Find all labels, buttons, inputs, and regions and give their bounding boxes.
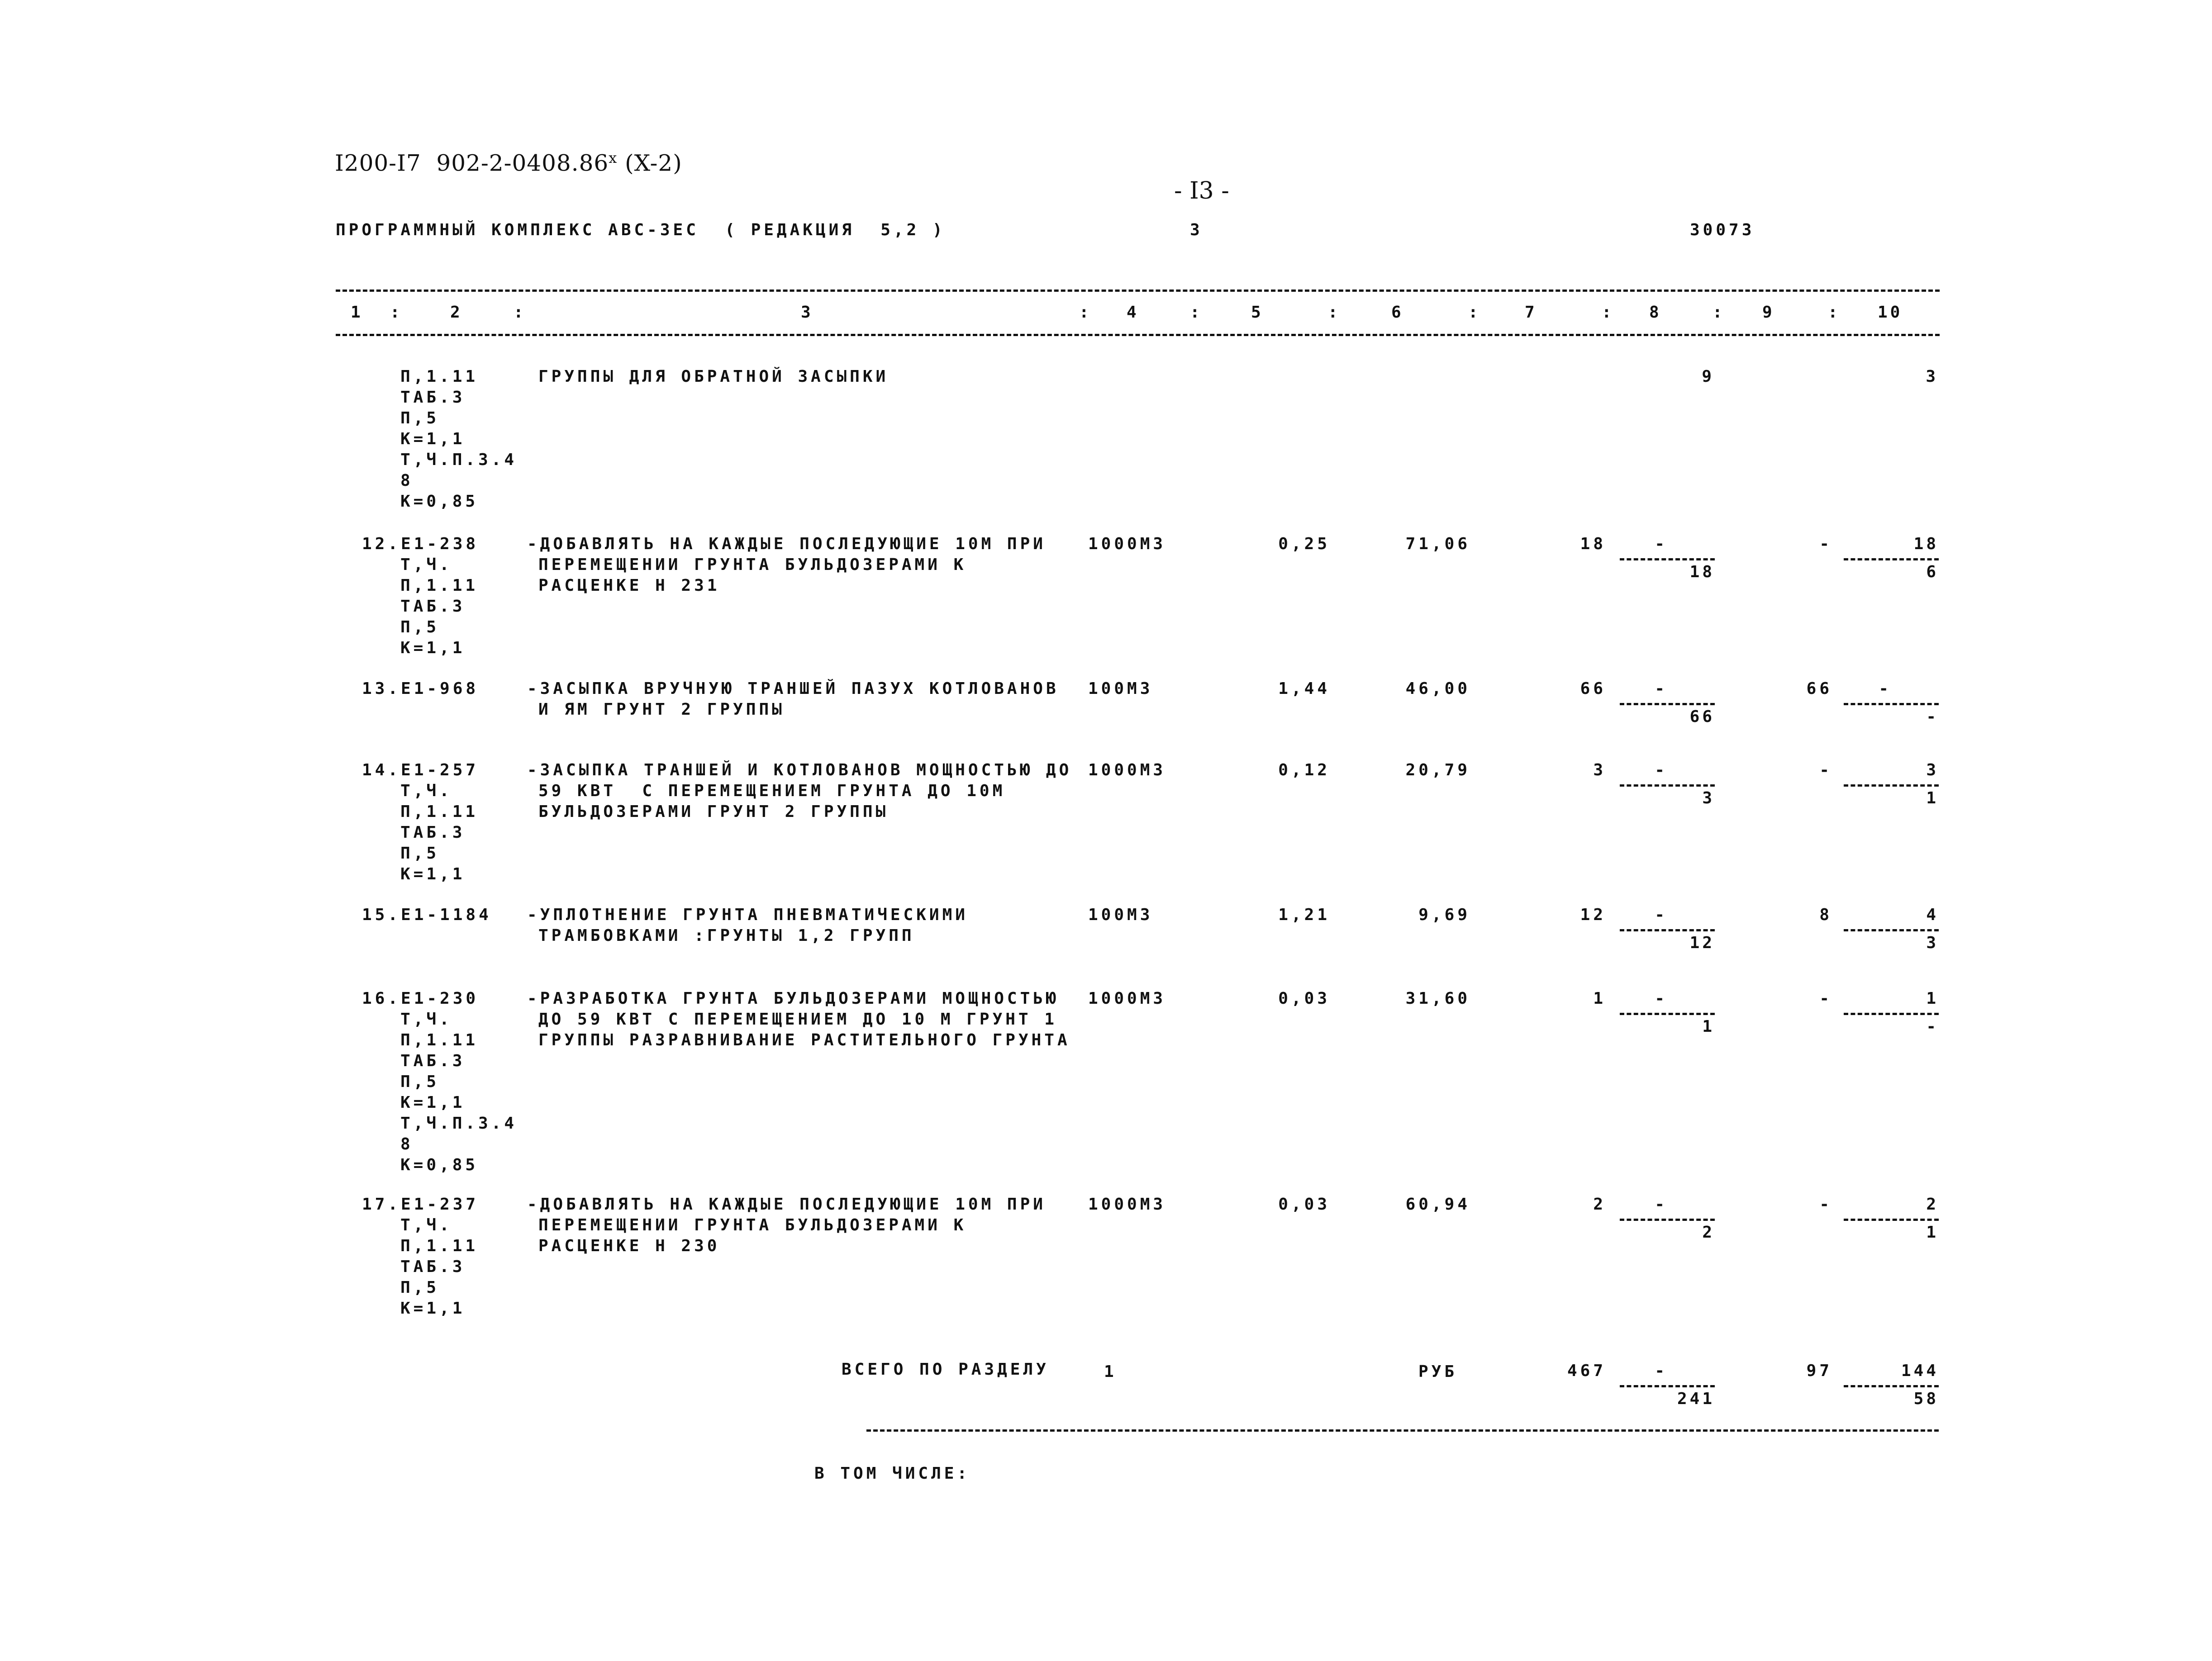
total-col8-top: - xyxy=(1655,1362,1667,1380)
row-code-line: К=1,1 xyxy=(400,1299,466,1318)
fraction-line xyxy=(1620,558,1715,560)
column-header-2: 2 xyxy=(450,303,463,322)
row-code-line: 17.Е1-237 xyxy=(362,1195,479,1214)
fraction-line xyxy=(1620,1219,1715,1221)
row-col8-bottom: 18 xyxy=(1689,563,1715,581)
row-code-line: ТАБ.3 xyxy=(400,388,466,407)
row-code-line: П,1.11 xyxy=(400,802,479,821)
row-description-line: ГРУППЫ ДЛЯ ОБРАТНОЙ ЗАСЫПКИ xyxy=(538,367,889,386)
row-col9: - xyxy=(1819,761,1832,779)
fraction-line xyxy=(1844,703,1939,705)
row-col10-bottom: 1 xyxy=(1926,1223,1939,1242)
row-col8 xyxy=(1620,905,1715,954)
row-col7: 66 xyxy=(1580,679,1606,698)
row-quantity: 0,03 xyxy=(1278,989,1330,1008)
row-col10-bottom: 1 xyxy=(1926,789,1939,807)
row-unit: 1000М3 xyxy=(1088,1195,1166,1214)
fraction-line xyxy=(1620,929,1715,931)
row-description-line: РАСЦЕНКЕ Н 230 xyxy=(538,1237,720,1255)
row-code-line: ТАБ.3 xyxy=(400,1052,466,1070)
total-col10-top: 144 xyxy=(1901,1362,1939,1380)
total-col10 xyxy=(1844,1361,1939,1410)
total-col10-bottom: 58 xyxy=(1913,1390,1939,1408)
row-col10-top: 2 xyxy=(1926,1195,1939,1214)
total-label: ВСЕГО ПО РАЗДЕЛУ xyxy=(842,1360,1049,1379)
row-unit-price: 46,00 xyxy=(1405,679,1470,698)
fraction-line xyxy=(1620,1013,1715,1015)
row-col10-top: 3 xyxy=(1926,761,1939,779)
row-code-line: 12.Е1-238 xyxy=(362,535,479,553)
row-code-line: П,5 xyxy=(400,1073,440,1091)
row-code-line: К=0,85 xyxy=(400,492,479,511)
column-separator: : xyxy=(390,303,403,322)
row-col7: 2 xyxy=(1593,1195,1606,1214)
row-code-line: П,1.11 xyxy=(400,1031,479,1049)
row-col10-bottom: 3 xyxy=(1926,934,1939,952)
row-col8-top: - xyxy=(1655,1195,1667,1214)
total-currency: РУБ xyxy=(1418,1362,1458,1381)
header-rule-bottom xyxy=(336,334,1940,336)
column-header-3: 3 xyxy=(801,303,813,322)
row-col8 xyxy=(1620,679,1715,728)
row-col8-top: - xyxy=(1655,679,1667,698)
row-unit: 1000М3 xyxy=(1088,989,1166,1008)
column-header-7: 7 xyxy=(1525,303,1537,322)
row-description-line: -ДОБАВЛЯТЬ НА КАЖДЫЕ ПОСЛЕДУЮЩИЕ 10М ПРИ xyxy=(527,535,1046,553)
row-quantity: 0,03 xyxy=(1278,1195,1330,1214)
row-quantity: 1,21 xyxy=(1278,906,1330,924)
column-separator: : xyxy=(1079,303,1092,322)
row-description-line: -ЗАСЫПКА ВРУЧНУЮ ТРАНШЕЙ ПАЗУХ КОТЛОВАНОВ xyxy=(527,679,1059,698)
row-code-line: Т,Ч. xyxy=(400,1010,452,1029)
including-label: В ТОМ ЧИСЛЕ: xyxy=(814,1464,970,1483)
total-col7: 467 xyxy=(1567,1362,1606,1380)
row-col8 xyxy=(1620,988,1715,1038)
fraction-line xyxy=(1844,784,1939,787)
row-col10-bottom: 6 xyxy=(1926,563,1939,581)
total-col8 xyxy=(1620,1361,1715,1410)
fraction-line xyxy=(1620,784,1715,787)
column-header-10: 10 xyxy=(1878,303,1903,322)
row-col7: 3 xyxy=(1593,761,1606,779)
row-unit-price: 9,69 xyxy=(1418,906,1470,924)
row-col8-bottom: 2 xyxy=(1702,1223,1715,1242)
row-description-line: ДО 59 КВТ С ПЕРЕМЕЩЕНИЕМ ДО 10 М ГРУНТ 1 xyxy=(538,1010,1057,1029)
row-col8-bottom: 12 xyxy=(1689,934,1715,952)
row-col8 xyxy=(1620,534,1715,584)
column-header-8: 8 xyxy=(1649,303,1662,322)
total-col8-bottom: 241 xyxy=(1677,1390,1715,1408)
row-col10-top: - xyxy=(1879,679,1891,698)
row-col10 xyxy=(1844,1194,1939,1244)
row-unit-price: 71,06 xyxy=(1405,535,1470,553)
row-col10 xyxy=(1844,988,1939,1038)
column-separator: : xyxy=(1713,303,1725,322)
row-col10 xyxy=(1844,905,1939,954)
row-code-line: ТАБ.3 xyxy=(400,1258,466,1276)
row-col8-top: - xyxy=(1655,989,1667,1008)
column-header-1: 1 xyxy=(351,303,363,322)
column-separator: : xyxy=(1190,303,1203,322)
row-description-line: ТРАМБОВКАМИ :ГРУНТЫ 1,2 ГРУПП xyxy=(538,926,915,945)
row-col8 xyxy=(1620,1194,1715,1244)
column-separator: : xyxy=(1828,303,1841,322)
row-col10-top: 4 xyxy=(1926,906,1939,924)
row-quantity: 0,12 xyxy=(1278,761,1330,779)
row-col10 xyxy=(1844,679,1939,728)
row-code-line: П,5 xyxy=(400,409,440,427)
fraction-line xyxy=(1620,703,1715,705)
row-col9: - xyxy=(1819,535,1832,553)
column-separator: : xyxy=(1468,303,1481,322)
row-code-line: К=1,1 xyxy=(400,639,466,657)
row-col8-top: - xyxy=(1655,761,1667,779)
row-code-line: Т,Ч. xyxy=(400,1216,452,1234)
row-code-line: П,5 xyxy=(400,1278,440,1297)
total-section: 1 xyxy=(1104,1362,1117,1381)
program-title: ПРОГРАММНЫЙ КОМПЛЕКС АВС-ЗЕС ( РЕДАКЦИЯ 5,2 ) xyxy=(336,221,946,239)
row-col10-bottom: - xyxy=(1926,1017,1939,1036)
fraction-line xyxy=(1844,1219,1939,1221)
row-code-line: 15.Е1-1184 xyxy=(362,906,492,924)
column-separator: : xyxy=(514,303,526,322)
row-col8-bottom: 66 xyxy=(1689,707,1715,726)
row-code-line: 16.Е1-230 xyxy=(362,989,479,1008)
row-col9: 66 xyxy=(1806,679,1832,698)
row-description-line: ПЕРЕМЕЩЕНИИ ГРУНТА БУЛЬДОЗЕРАМИ К xyxy=(538,555,967,574)
row-description-line: И ЯМ ГРУНТ 2 ГРУППЫ xyxy=(538,700,785,719)
row-quantity: 1,44 xyxy=(1278,679,1330,698)
row-col7: 12 xyxy=(1580,906,1606,924)
row-unit: 1000М3 xyxy=(1088,535,1166,553)
row-col8-bottom: 3 xyxy=(1702,789,1715,807)
row-unit: 100М3 xyxy=(1088,906,1153,924)
row-col7: 18 xyxy=(1580,535,1606,553)
row-code-line: П,1.11 xyxy=(400,576,479,595)
row-code-line: Т,Ч.П.3.4 xyxy=(400,1114,518,1133)
column-header-5: 5 xyxy=(1251,303,1264,322)
row-code-line: П,5 xyxy=(400,618,440,636)
row-description-line: ПЕРЕМЕЩЕНИИ ГРУНТА БУЛЬДОЗЕРАМИ К xyxy=(538,1216,967,1234)
row-col8-bottom: 1 xyxy=(1702,1017,1715,1036)
column-separator: : xyxy=(1328,303,1341,322)
stamp-superscript: x xyxy=(609,149,618,166)
fraction-line xyxy=(1844,1013,1939,1015)
row-description-line: РАСЦЕНКЕ Н 231 xyxy=(538,576,720,595)
sheet-number: 3 xyxy=(1190,221,1203,239)
row-code-line: 8 xyxy=(400,471,414,490)
row-code-line: К=0,85 xyxy=(400,1156,479,1174)
row-description-line: БУЛЬДОЗЕРАМИ ГРУНТ 2 ГРУППЫ xyxy=(538,802,889,821)
page-number: - I3 - xyxy=(1174,177,1229,204)
row-col9: - xyxy=(1819,1195,1832,1214)
row-unit: 1000М3 xyxy=(1088,761,1166,779)
row-code-line: П,5 xyxy=(400,844,440,863)
column-header-6: 6 xyxy=(1391,303,1404,322)
row-code-line: К=1,1 xyxy=(400,430,466,448)
fraction-line xyxy=(1844,1385,1939,1387)
row-col9: 8 xyxy=(1819,906,1832,924)
row-unit-price: 31,60 xyxy=(1405,989,1470,1008)
row-description-line: -РАЗРАБОТКА ГРУНТА БУЛЬДОЗЕРАМИ МОЩНОСТЬЮ xyxy=(527,989,1059,1008)
row-code-line: Т,Ч. xyxy=(400,782,452,800)
total-rule xyxy=(866,1429,1939,1432)
row-description-line: -УПЛОТНЕНИЕ ГРУНТА ПНЕВМАТИЧЕСКИМИ xyxy=(527,906,968,924)
row-col8 xyxy=(1620,760,1715,810)
column-header-4: 4 xyxy=(1127,303,1139,322)
row-code-line: Т,Ч. xyxy=(400,555,452,574)
row-code-line: К=1,1 xyxy=(400,865,466,883)
row-col9: - xyxy=(1819,989,1832,1008)
row-col10-bottom: - xyxy=(1926,707,1939,726)
row-col7: 1 xyxy=(1593,989,1606,1008)
row-code-line: Т,Ч.П.3.4 xyxy=(400,451,518,469)
row-col8: 9 xyxy=(1702,367,1715,386)
fraction-line xyxy=(1620,1385,1715,1387)
row-code-line: 14.Е1-257 xyxy=(362,761,479,779)
row-code-line: П,1.11 xyxy=(400,1237,479,1255)
row-col10 xyxy=(1844,534,1939,584)
row-col8-top: - xyxy=(1655,906,1667,924)
row-code-line: 13.Е1-968 xyxy=(362,679,479,698)
total-col9: 97 xyxy=(1806,1362,1832,1380)
fraction-line xyxy=(1844,558,1939,560)
stamp-code: I200-I7 902-2-0408.86 xyxy=(335,150,609,176)
row-unit-price: 20,79 xyxy=(1405,761,1470,779)
row-description-line: ГРУППЫ РАЗРАВНИВАНИЕ РАСТИТЕЛЬНОГО ГРУНТА xyxy=(538,1031,1070,1049)
row-col8-top: - xyxy=(1655,535,1667,553)
document-stamp xyxy=(335,149,682,176)
row-col10-top: 18 xyxy=(1913,535,1939,553)
fraction-line xyxy=(1844,929,1939,931)
row-unit: 100М3 xyxy=(1088,679,1153,698)
row-description-line: 59 КВТ С ПЕРЕМЕЩЕНИЕМ ГРУНТА ДО 10М xyxy=(538,782,1006,800)
row-code-line: 8 xyxy=(400,1135,414,1153)
row-quantity: 0,25 xyxy=(1278,535,1330,553)
row-unit-price: 60,94 xyxy=(1405,1195,1470,1214)
row-col10-top: 1 xyxy=(1926,989,1939,1008)
stamp-suffix: (X-2) xyxy=(617,150,682,176)
row-description-line: -ДОБАВЛЯТЬ НА КАЖДЫЕ ПОСЛЕДУЮЩИЕ 10М ПРИ xyxy=(527,1195,1046,1214)
header-rule-top xyxy=(336,289,1940,292)
row-code-line: ТАБ.3 xyxy=(400,597,466,616)
row-code-line: ТАБ.3 xyxy=(400,823,466,842)
document-code: 30073 xyxy=(1690,221,1755,239)
row-code-line: К=1,1 xyxy=(400,1093,466,1112)
row-code-line: П,1.11 xyxy=(400,367,479,386)
row-description-line: -ЗАСЫПКА ТРАНШЕЙ И КОТЛОВАНОВ МОЩНОСТЬЮ ДО xyxy=(527,761,1072,779)
column-separator: : xyxy=(1602,303,1614,322)
row-col10: 3 xyxy=(1926,367,1939,386)
row-col10 xyxy=(1844,760,1939,810)
column-header-9: 9 xyxy=(1762,303,1775,322)
